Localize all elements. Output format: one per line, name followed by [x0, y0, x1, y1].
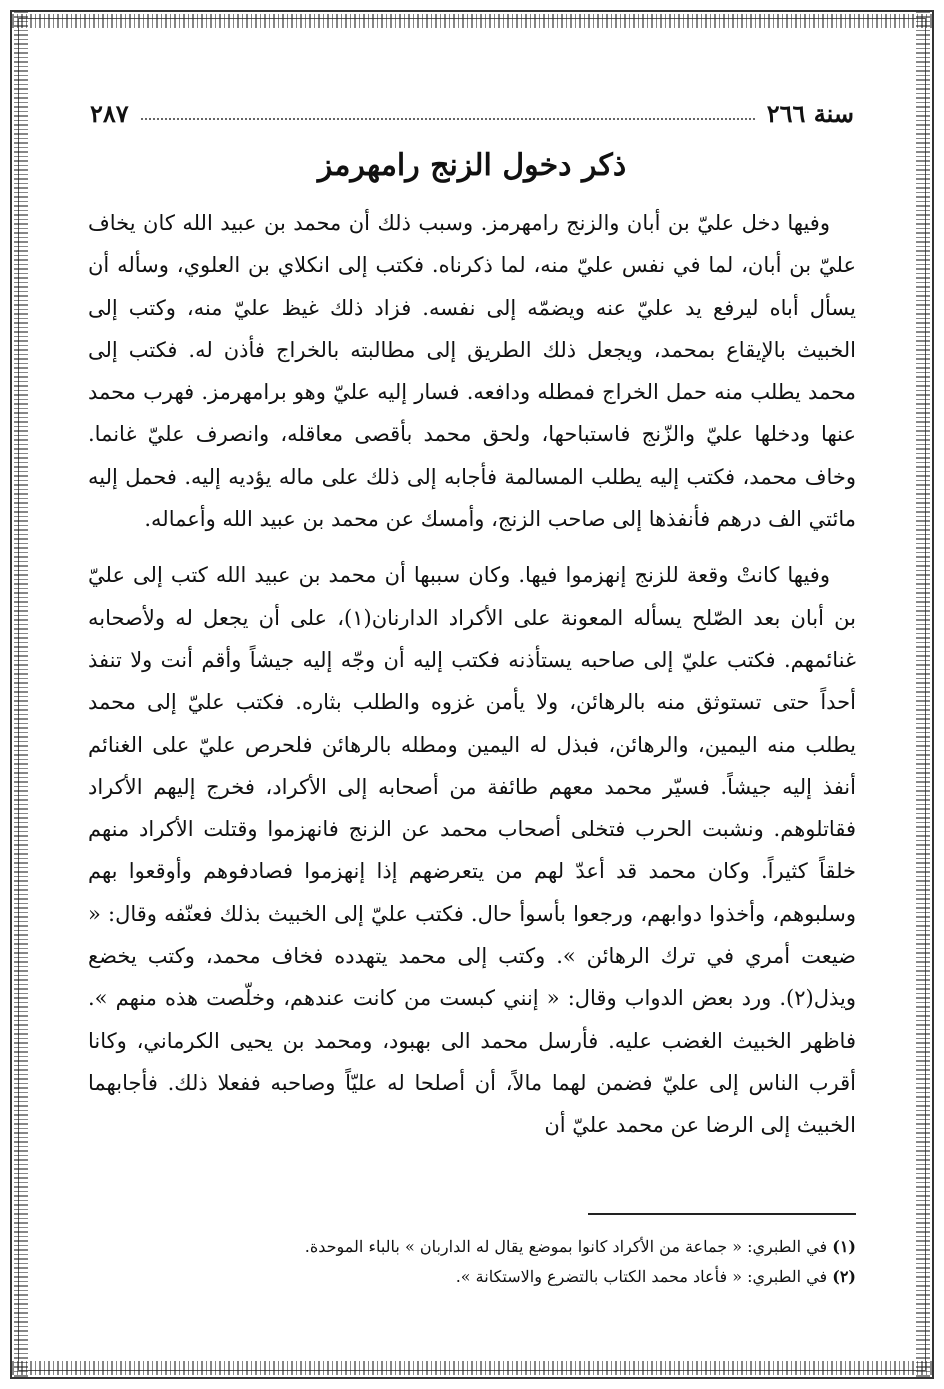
border-ornament-left: [14, 12, 28, 1377]
section-title: ذكر دخول الزنج رامهرمز: [317, 148, 627, 183]
header-dot-leader: [141, 118, 755, 120]
footnote-text: في الطبري: « فأعاد محمد الكتاب بالتضرع والاستكانة ».: [455, 1267, 828, 1286]
footnote-number: (١): [832, 1237, 856, 1256]
footnote-text: في الطبري: « جماعة من الأكراد كانوا بموضع يقال له الداربان » بالباء الموحدة.: [304, 1237, 828, 1256]
footnotes: [88, 1232, 856, 1292]
footnote-number: (٢): [832, 1267, 856, 1286]
footnote: [88, 1262, 856, 1292]
border-ornament-bottom: [12, 1361, 932, 1375]
header-year: سنة ٢٦٦: [766, 98, 854, 128]
page-number: ٢٨٧: [90, 98, 129, 128]
main-text: [88, 202, 856, 1147]
border-ornament-top: [12, 14, 932, 28]
paragraph: وفيها كانتْ وقعة للزنج إنهزموا فيها. وكان سببها أن محمد بن عبيد الله كتب إلى عليّ بن أبان بعد الصّلح يسأله المعونة على الأكراد الدارنان(١)، على أن يجعل له ولأصحابه غنائمهم. فكتب عليّ إلى صاحبه يستأذنه فكتب إليه أن وجّه إليه جيشاً وأقم أنت ولا تنفذ أحداً حتى تستوثق منه بالرهائن، ولا يأمن غزوه والطلب بثاره. فكتب عليّ إلى محمد يطلب منه اليمين، والرهائن، فبذل له اليمين ومطله بالرهائن فلحرص عليّ على الغنائم أنفذ إليه جيشاً. فسيّر محمد معهم طائفة من أصحابه إلى الأكراد، فخرج إليهم الأكراد فقاتلوهم. ونشبت الحرب فتخلى أصحاب محمد عن الزنج فانهزموا وقتلت الأكراد منهم خلقاً كثيراً. وكان محمد قد أعدّ لهم من يتعرضهم إذا إنهزموا فصادفوهم وأوقعوا بهم وسلبوهم، وأخذوا دوابهم، ورجعوا بأسوأ حال. فكتب عليّ إلى الخبيث بذلك فعنّفه وقال: « ضيعت أمري في ترك الرهائن ». وكتب إلى محمد يتهدده فخاف محمد، وكتب يخضع ويذل(٢). ورد بعض الدواب وقال: « إنني كبست من كانت عندهم، وخلّصت هذه منهم ». فاظهر الخبيث الغضب عليه. فأرسل محمد الى بهبود، ومحمد بن يحيى الكرماني، وكانا أقرب الناس إلى عليّ فضمن لهما مالاً، أن أصلحا له عليّاً وصاحبه ففعلا ذلك. فأجابهما الخبيث إلى الرضا عن محمد عليّ أن: [88, 563, 856, 1138]
running-header: [90, 96, 854, 130]
paragraph: وفيها دخل عليّ بن أبان والزنج رامهرمز. وسبب ذلك أن محمد بن عبيد الله كان يخاف عليّ بن أبان، لما في نفس عليّ منه، لما ذكرناه. فكتب إلى انكلاي بن العلوي، وسأله أن يسأل أباه ليرفع يد عليّ عنه ويضمّه إلى نفسه. فزاد ذلك غيظ عليّ منه، وكتب إلى الخبيث بالإيقاع بمحمد، ويجعل ذلك الطريق إلى مطالبته بالخراج فأذن له. فكتب إلى محمد يطلب منه حمل الخراج فمطله ودافعه. فسار إليه عليّ وهو برامهرمز. فهرب محمد عنها ودخلها عليّ والزّنج فاستباحها، ولحق محمد بأقصى معاقله، وانصرف عليّ غانما. وخاف محمد، فكتب إليه يطلب المسالمة فأجابه إلى ذلك على ماله يؤديه إليه. فحمل إليه مائتي الف درهم فأنفذها إلى صاحب الزنج، وأمسك عن محمد بن عبيد الله وأعماله.: [88, 211, 856, 532]
border-ornament-right: [916, 12, 930, 1377]
footnote-separator: [588, 1213, 856, 1215]
footnote: [88, 1232, 856, 1262]
